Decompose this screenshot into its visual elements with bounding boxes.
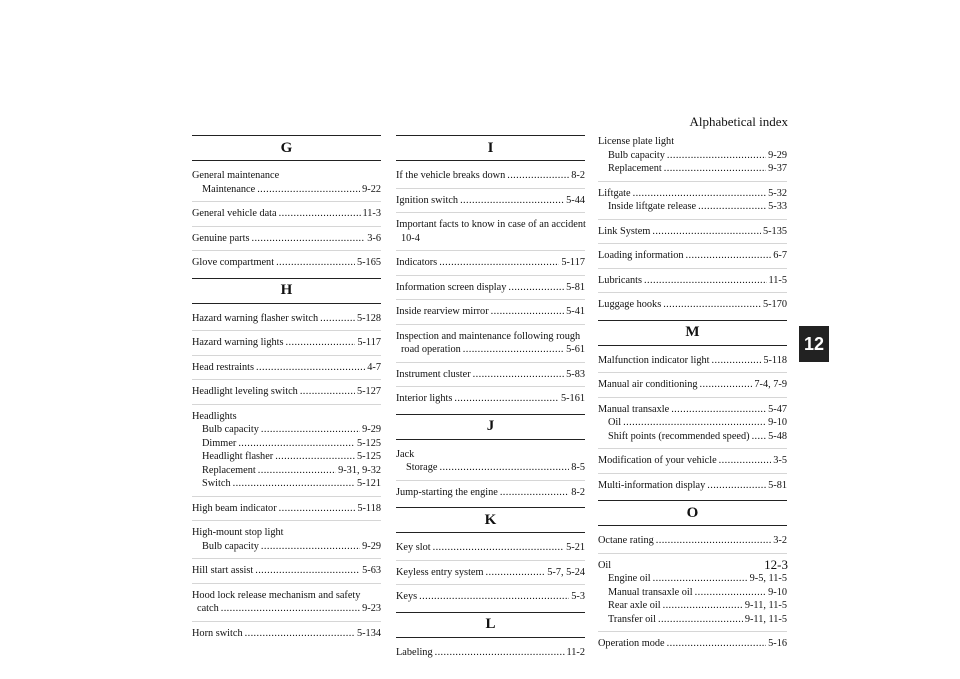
index-entry [192, 226, 381, 246]
section-letter-heading: I [396, 135, 585, 161]
dot-leader [261, 423, 360, 437]
index-line [598, 454, 787, 468]
index-term: Interior lights [396, 393, 453, 404]
index-column-2 [396, 135, 585, 659]
dot-leader [644, 274, 766, 288]
index-entry [598, 292, 787, 312]
index-entry [192, 379, 381, 399]
index-line [396, 566, 585, 580]
dot-leader [700, 378, 753, 392]
page-reference: 5-165 [356, 257, 381, 268]
page-reference: 4-7 [367, 361, 381, 373]
dot-leader [652, 225, 761, 239]
index-section [396, 414, 585, 500]
page-reference: 5-33 [768, 201, 787, 212]
page-reference: 8-5 [571, 462, 585, 473]
index-term: 10-4 [401, 232, 420, 244]
index-entry [598, 397, 787, 444]
dot-leader [245, 627, 355, 641]
index-entry [192, 169, 381, 196]
index-line [598, 354, 787, 368]
index-section [192, 278, 381, 641]
index-entry [396, 324, 585, 357]
index-entry [598, 372, 787, 392]
index-term: Engine oil [608, 573, 651, 584]
index-term: Inside rearview mirror [396, 306, 489, 317]
index-term: Information screen display [396, 281, 507, 293]
index-term: Labeling [396, 646, 433, 658]
page-reference: 5-47 [768, 403, 787, 415]
index-section [598, 135, 787, 312]
dot-leader [419, 590, 569, 604]
dot-leader [439, 256, 559, 270]
page-reference: 9-11, 11-5 [744, 600, 787, 611]
index-line [396, 541, 585, 555]
page-reference: 11-5 [768, 274, 787, 286]
page-reference: 5-161 [560, 393, 585, 404]
dot-leader [473, 368, 564, 382]
dot-leader [664, 162, 766, 176]
page-reference: 5-127 [356, 386, 381, 397]
index-term: General vehicle data [192, 208, 277, 219]
index-line [598, 149, 787, 163]
index-term: Liftgate [598, 187, 631, 199]
index-entry [396, 212, 585, 245]
section-letter-heading: L [396, 612, 585, 638]
page-reference: 11-2 [566, 646, 585, 658]
index-entry [598, 631, 787, 651]
index-entry [396, 560, 585, 580]
page-number: 12-3 [764, 557, 788, 572]
page-reference: 5-117 [561, 257, 585, 268]
index-term: Bulb capacity [202, 424, 259, 435]
index-term: License plate light [598, 136, 675, 147]
index-term: Rear axle oil [608, 600, 661, 611]
section-letter-heading: K [396, 507, 585, 533]
index-term: Key slot [396, 542, 431, 553]
index-entry [192, 355, 381, 375]
page-reference: 5-32 [768, 187, 787, 199]
index-entry [192, 621, 381, 641]
index-term: Headlight leveling switch [192, 386, 298, 397]
index-term: Oil [608, 417, 622, 428]
page-reference: 9-37 [768, 163, 787, 174]
index-line [192, 564, 381, 578]
dot-leader [707, 479, 766, 493]
dot-leader [256, 361, 365, 375]
index-term: High beam indicator [192, 502, 277, 514]
dot-leader [686, 249, 772, 263]
dot-leader [279, 207, 361, 221]
dot-leader [500, 486, 569, 500]
dot-leader [463, 343, 564, 357]
index-term: Jump-starting the engine [396, 486, 498, 498]
page-reference: 5-83 [566, 368, 585, 380]
index-entry [192, 520, 381, 553]
index-entry [598, 553, 787, 627]
index-term: Manual air conditioning [598, 379, 698, 390]
index-term: Horn switch [192, 627, 243, 639]
dot-leader [433, 541, 565, 555]
index-entry [598, 354, 787, 368]
index-term: High-mount stop light [192, 527, 284, 538]
section-letter-heading: G [192, 135, 381, 161]
index-column-1 [192, 135, 381, 640]
index-term: Hill start assist [192, 565, 254, 576]
index-line [192, 477, 381, 491]
dot-leader [712, 354, 762, 368]
page-reference: 9-31, 9-32 [338, 464, 381, 476]
index-entry [598, 268, 787, 288]
index-entry [598, 448, 787, 468]
index-term: Modification of your vehicle [598, 455, 717, 466]
page-reference: 5-135 [762, 225, 787, 237]
page-reference: 7-4, 7-9 [754, 379, 787, 390]
page-reference: 5-61 [566, 344, 585, 355]
dot-leader [233, 477, 355, 491]
index-line [598, 613, 787, 627]
dot-leader [257, 183, 360, 197]
index-term: Keys [396, 591, 418, 602]
index-term: If the vehicle breaks down [396, 170, 506, 181]
index-entry [396, 584, 585, 604]
index-term: Shift points (recommended speed) [608, 430, 750, 442]
index-term: Important facts to know in case of an accident [396, 219, 586, 230]
index-line [396, 305, 585, 319]
dot-leader [439, 461, 569, 475]
dot-leader [663, 298, 761, 312]
page-reference: 3-6 [367, 232, 381, 244]
dot-leader [300, 385, 355, 399]
index-term: Transfer oil [608, 613, 656, 625]
index-section [396, 507, 585, 604]
dot-leader [255, 564, 360, 578]
index-line [598, 599, 787, 613]
dot-leader [695, 586, 766, 600]
index-line [396, 461, 585, 475]
index-entry [598, 219, 787, 239]
dot-leader [508, 281, 564, 295]
dot-leader [460, 194, 564, 208]
index-entry [396, 299, 585, 319]
index-term: General maintenance [192, 170, 280, 181]
index-term: Headlights [192, 410, 237, 422]
index-line [598, 274, 787, 288]
index-line [598, 637, 787, 651]
page-reference: 5-134 [356, 627, 381, 639]
index-term: Storage [406, 462, 438, 473]
index-line [192, 361, 381, 375]
index-term: Hazard warning lights [192, 337, 284, 348]
index-line [192, 627, 381, 641]
index-term: Oil [598, 559, 612, 571]
index-entry [598, 473, 787, 493]
dot-leader [663, 599, 743, 613]
index-line [598, 403, 787, 417]
page-reference: 3-2 [773, 535, 787, 546]
page-reference: 9-29 [768, 149, 787, 161]
index-entry [396, 250, 585, 270]
index-line [396, 486, 585, 500]
dot-leader [671, 403, 766, 417]
index-line [598, 378, 787, 392]
page-reference: 8-2 [571, 170, 585, 181]
index-entry [192, 330, 381, 350]
index-term: Glove compartment [192, 257, 275, 268]
index-line [192, 437, 381, 451]
dot-leader [656, 534, 772, 548]
index-entry [396, 541, 585, 555]
index-term: Bulb capacity [608, 149, 665, 161]
index-column-3 [598, 135, 787, 651]
index-entry [396, 386, 585, 406]
index-term: Lubricants [598, 274, 643, 286]
dot-leader [221, 602, 360, 616]
index-line [598, 249, 787, 263]
dot-leader [623, 416, 766, 430]
index-line [598, 187, 787, 201]
index-term: Maintenance [202, 183, 256, 195]
index-line [396, 368, 585, 382]
dot-leader [275, 450, 355, 464]
page-reference: 5-81 [768, 479, 787, 491]
index-term: Octane rating [598, 535, 654, 546]
index-term: Replacement [202, 464, 256, 476]
page-reference: 5-7, 5-24 [547, 566, 585, 578]
index-term: Link System [598, 225, 651, 237]
page-reference: 8-2 [571, 486, 585, 498]
page-reference: 5-16 [768, 638, 787, 649]
index-entry [396, 646, 585, 660]
index-entry [192, 250, 381, 270]
index-term: Indicators [396, 257, 438, 268]
dot-leader [251, 232, 365, 246]
index-entry [396, 362, 585, 382]
section-letter-heading: O [598, 500, 787, 526]
section-letter-heading: H [192, 278, 381, 304]
dot-leader [491, 305, 564, 319]
index-line [192, 256, 381, 270]
dot-leader [653, 572, 748, 586]
index-line [598, 572, 787, 586]
page-reference: 9-5, 11-5 [749, 573, 787, 584]
page-reference: 5-63 [362, 565, 381, 576]
page-reference: 5-118 [763, 354, 787, 366]
index-term: Genuine parts [192, 232, 250, 244]
index-section [396, 135, 585, 406]
index-term: Replacement [608, 163, 662, 174]
section-letter-heading: J [396, 414, 585, 440]
index-line [192, 312, 381, 326]
index-line [192, 450, 381, 464]
page-reference: 3-5 [773, 455, 787, 466]
index-term: Manual transaxle oil [608, 586, 693, 598]
index-entry [396, 448, 585, 475]
page-reference: 9-11, 11-5 [744, 613, 787, 625]
page-reference: 5-44 [566, 194, 585, 206]
index-line [192, 423, 381, 437]
index-line [192, 232, 381, 246]
dot-leader [454, 392, 559, 406]
page-reference: 5-41 [566, 306, 585, 317]
dot-leader [486, 566, 546, 580]
index-term: Bulb capacity [202, 540, 259, 552]
index-line [396, 169, 585, 183]
page-reference: 5-128 [356, 312, 381, 324]
dot-leader [633, 187, 767, 201]
index-line [192, 540, 381, 554]
index-entry [192, 404, 381, 491]
index-term: Multi-information display [598, 479, 706, 491]
page-reference: 9-29 [362, 424, 381, 435]
dot-leader [719, 454, 772, 468]
index-term: Luggage hooks [598, 299, 662, 310]
dot-leader [279, 502, 356, 516]
dot-leader [238, 437, 355, 451]
dot-leader [261, 540, 360, 554]
dot-leader [276, 256, 355, 270]
index-term: Hazard warning flasher switch [192, 312, 319, 324]
index-section [598, 500, 787, 651]
page-reference: 9-10 [768, 417, 787, 428]
index-entry [396, 480, 585, 500]
index-term: Operation mode [598, 638, 665, 649]
index-entry [192, 496, 381, 516]
index-entry [396, 169, 585, 183]
dot-leader [435, 646, 565, 660]
index-line [192, 385, 381, 399]
index-section [192, 135, 381, 270]
index-line [396, 392, 585, 406]
dot-leader [667, 149, 766, 163]
index-line [598, 200, 787, 214]
index-term: Headlight flasher [202, 451, 274, 462]
index-line [598, 298, 787, 312]
page-reference: 5-3 [571, 591, 585, 602]
page-reference: 5-117 [357, 337, 381, 348]
page-reference: 5-21 [566, 542, 585, 553]
index-term: Hood lock release mechanism and safety [192, 589, 361, 601]
page-reference: 5-81 [566, 281, 585, 293]
index-line [396, 343, 585, 357]
page-reference: 5-118 [357, 502, 381, 514]
index-line [192, 183, 381, 197]
index-term: Dimmer [202, 437, 237, 449]
index-line [396, 194, 585, 208]
index-line [192, 207, 381, 221]
page-reference: 5-125 [356, 437, 381, 449]
index-entry [192, 558, 381, 578]
index-line [598, 430, 787, 444]
index-term: Loading information [598, 250, 684, 261]
index-line [598, 534, 787, 548]
dot-leader [258, 464, 336, 478]
dot-leader [752, 430, 767, 444]
index-term: Malfunction indicator light [598, 354, 710, 366]
index-entry [192, 312, 381, 326]
index-entry [598, 534, 787, 548]
page-reference: 9-10 [768, 586, 787, 598]
chapter-tab: 12 [799, 326, 829, 362]
index-entry [598, 135, 787, 176]
index-line [598, 479, 787, 493]
index-line [598, 225, 787, 239]
index-line [598, 162, 787, 176]
index-term: Switch [202, 478, 231, 489]
dot-leader [507, 169, 569, 183]
running-header: Alphabetical index [689, 114, 788, 129]
page-reference: 5-48 [768, 430, 787, 442]
dot-leader [667, 637, 767, 651]
index-term: Keyless entry system [396, 566, 484, 578]
page-reference: 5-125 [356, 451, 381, 462]
index-line [192, 502, 381, 516]
dot-leader [320, 312, 355, 326]
index-term: catch [197, 603, 219, 614]
index-term: Instrument cluster [396, 368, 471, 380]
index-line [192, 602, 381, 616]
page-reference: 9-29 [362, 540, 381, 552]
index-term: road operation [401, 344, 461, 355]
dot-leader [286, 336, 356, 350]
index-line [598, 416, 787, 430]
page-reference: 5-121 [356, 478, 381, 489]
index-line [192, 336, 381, 350]
dot-leader [698, 200, 766, 214]
section-letter-heading: M [598, 320, 787, 346]
index-term: Manual transaxle [598, 403, 670, 415]
page-reference: 11-3 [362, 208, 381, 219]
index-entry [598, 243, 787, 263]
index-term: Jack [396, 448, 415, 460]
index-entry [192, 201, 381, 221]
index-term: Inspection and maintenance following rough [396, 330, 581, 342]
index-section [396, 612, 585, 660]
index-line [192, 464, 381, 478]
index-line [396, 646, 585, 660]
index-line [396, 256, 585, 270]
index-term: Ignition switch [396, 194, 459, 206]
index-entry [396, 275, 585, 295]
page-reference: 5-170 [762, 299, 787, 310]
index-entry [598, 181, 787, 214]
page-reference: 9-23 [362, 603, 381, 614]
index-term: Head restraints [192, 361, 255, 373]
index-entry [192, 583, 381, 616]
index-line [598, 586, 787, 600]
page-reference: 6-7 [773, 250, 787, 261]
page-reference: 9-22 [362, 183, 381, 195]
index-term: Inside liftgate release [608, 201, 697, 212]
index-line [396, 281, 585, 295]
index-entry [396, 188, 585, 208]
index-line [396, 590, 585, 604]
index-section [598, 320, 787, 493]
dot-leader [658, 613, 743, 627]
